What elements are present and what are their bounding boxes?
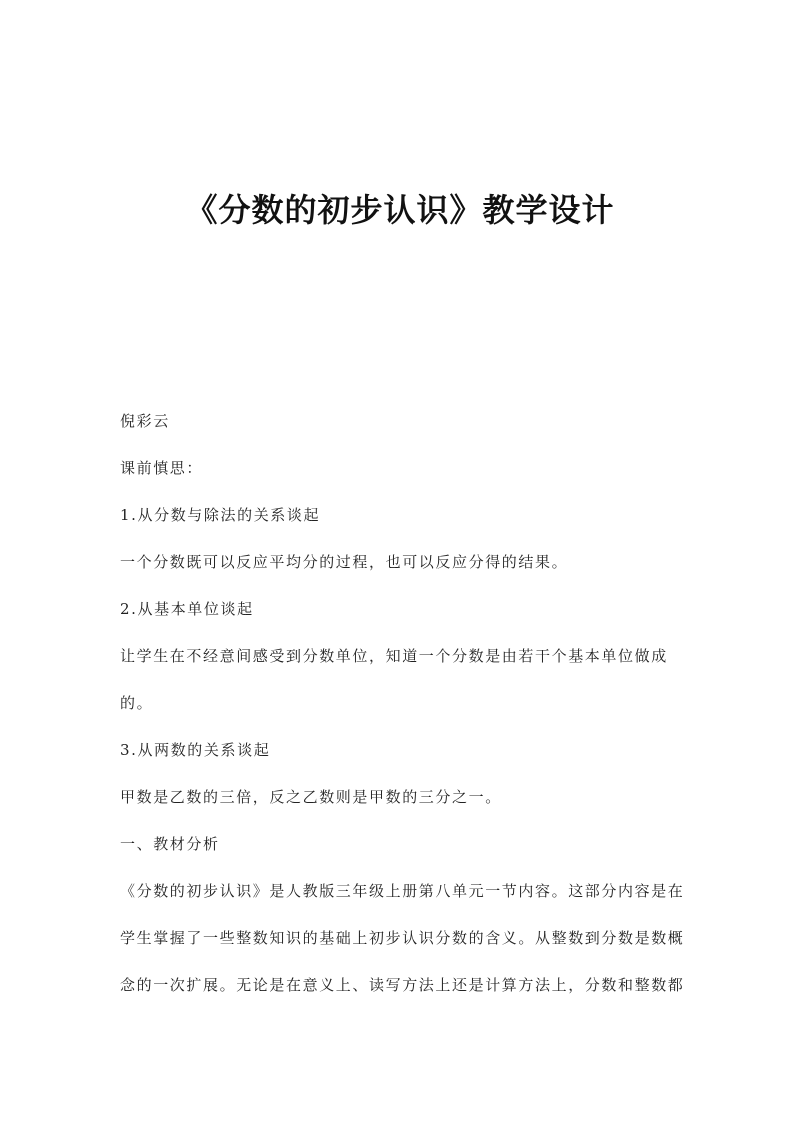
section-heading-analysis: 一、教材分析: [120, 835, 220, 853]
point-heading-3: 3.从两数的关系谈起: [120, 741, 271, 759]
point-text-2-line-1: 让学生在不经意间感受到分数单位，知道一个分数是由若干个基本单位做成: [120, 647, 668, 665]
document-body: [120, 406, 685, 1017]
point-text-2-line-2: 的。: [120, 694, 154, 712]
document-title: 《分数的初步认识》教学设计: [185, 191, 615, 229]
analysis-text-line-2: 学生掌握了一些整数知识的基础上初步认识分数的含义。从整数到分数是数概: [120, 929, 685, 947]
analysis-text-line-3: 念的一次扩展。无论是在意义上、读写方法上还是计算方法上，分数和整数都: [120, 976, 685, 994]
point-text-1: 一个分数既可以反应平均分的过程，也可以反应分得的结果。: [120, 553, 569, 571]
point-heading-2: 2.从基本单位谈起: [120, 600, 254, 618]
section-heading-preview: 课前慎思：: [120, 459, 204, 477]
author-name: 倪彩云: [120, 412, 170, 430]
analysis-text-line-1: 《分数的初步认识》是人教版三年级上册第八单元一节内容。这部分内容是在: [120, 882, 685, 900]
point-heading-1: 1.从分数与除法的关系谈起: [120, 506, 321, 524]
point-text-3: 甲数是乙数的三倍，反之乙数则是甲数的三分之一。: [120, 788, 502, 806]
